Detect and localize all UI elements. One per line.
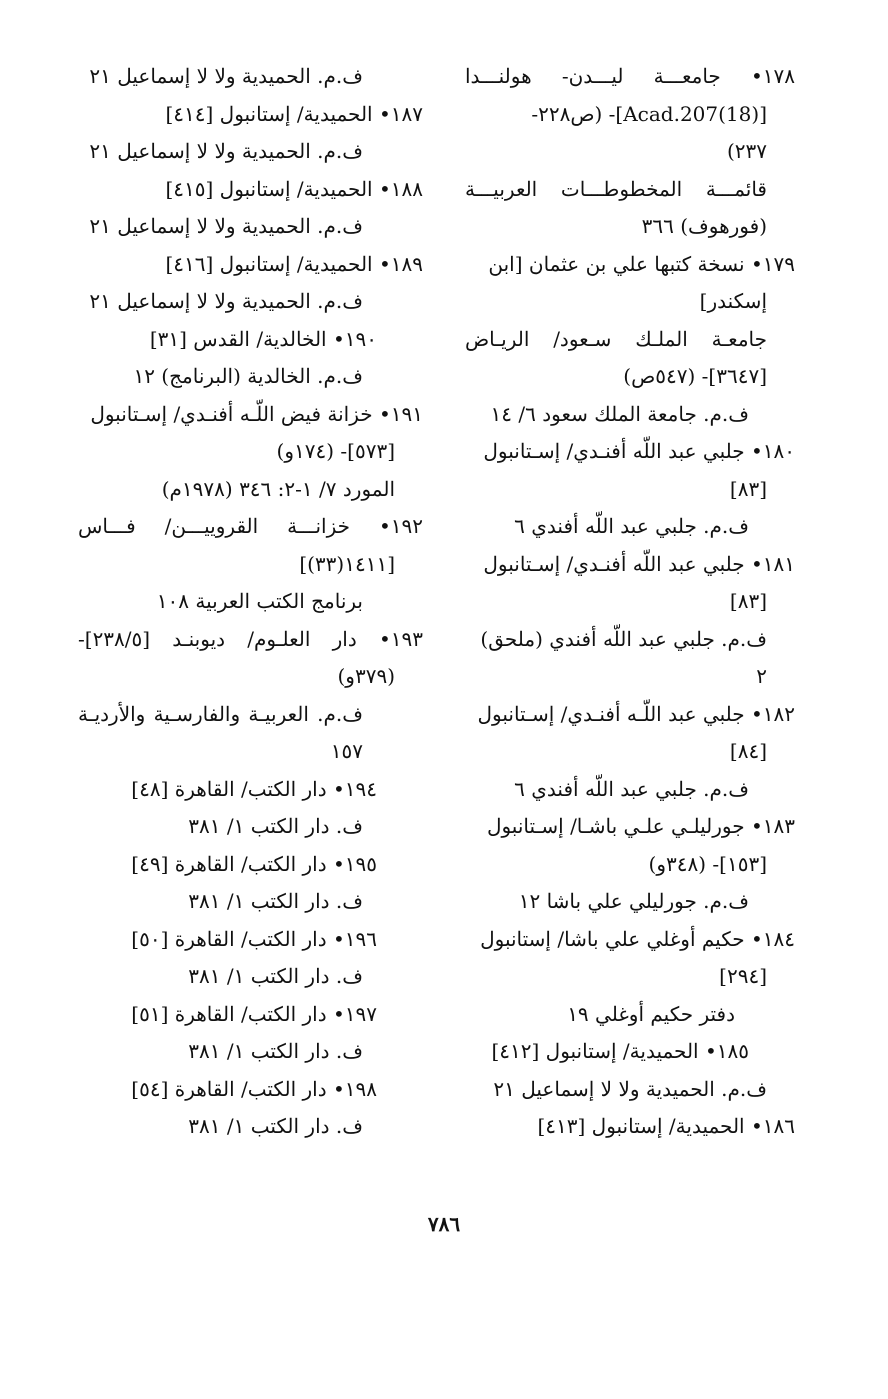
reference-line: [٣٦٤٧]- (٥٤٧ص) [623, 364, 767, 388]
catalog-entry-line: ١٨٢• جلبي عبد اللّـه أفنـدي/ إسـتانبول [477, 701, 795, 726]
reference-line: ف.م. الحميدية ولا لا إسماعيل ٢١ [89, 289, 363, 313]
catalog-entry-line: ١٩٣• دار العلـوم/ ديوبنـد [٢٣٨/٥]- [78, 626, 423, 651]
reference-line: ف.م. الحميدية ولا لا إسماعيل ٢١ [89, 64, 363, 88]
reference-line: جامعـة الملـك سـعود/ الريـاض [465, 326, 767, 351]
reference-line: ١٥٧ [330, 739, 363, 763]
reference-line: (فورهوف) ٣٦٦ [641, 214, 767, 238]
reference-line: [٨٣] [729, 589, 767, 613]
reference-line: ١٩٥• دار الكتب/ القاهرة [٤٩] [131, 851, 377, 876]
reference-line: ١٩٨• دار الكتب/ القاهرة [٥٤] [131, 1076, 377, 1101]
reference-line: ف. دار الكتب ١/ ٣٨١ [188, 889, 363, 913]
reference-line: ف. دار الكتب ١/ ٣٨١ [188, 1039, 363, 1063]
right-column [465, 58, 795, 1146]
reference-line: ف.م. جلبي عبد اللّه أفندي (ملحق) [480, 626, 767, 651]
catalog-entry-line: ١٧٨• جامعـــة ليـــدن- هولنـــدا [465, 64, 795, 88]
reference-line: ف.م. جلبي عبد اللّه أفندي ٦ [514, 776, 749, 801]
reference-line: ف.م. الخالدية (البرنامج) ١٢ [133, 364, 363, 388]
reference-line: ف.م. الحميدية ولا لا إسماعيل ٢١ [493, 1076, 767, 1101]
reference-line: [٨٤] [729, 739, 767, 763]
reference-line: ف.م. الحميدية ولا لا إسماعيل ٢١ [89, 214, 363, 238]
reference-line: [١٥٣]- (٣٤٨و) [648, 851, 767, 876]
reference-line: ف.م. جورليلي علي باشا ١٢ [518, 889, 749, 913]
reference-line: دفتر حكيم أوغلي ١٩ [567, 1001, 735, 1026]
catalog-entry-line: ١٧٩• نسخة كتبها علي بن عثمان [ابن [488, 251, 795, 276]
reference-line: ١٩٦• دار الكتب/ القاهرة [٥٠] [131, 926, 377, 951]
reference-line: ف. دار الكتب ١/ ٣٨١ [188, 814, 363, 838]
reference-line: ١٩٤• دار الكتب/ القاهرة [٤٨] [131, 776, 377, 801]
reference-line: إسكندر] [699, 289, 767, 313]
reference-line: ١٩٠• الخالدية/ القدس [٣١] [149, 326, 377, 351]
reference-line: [Acad.207(18)]- (ص٢٢٨- [531, 101, 767, 126]
catalog-entry-line: ١٨١• جلبي عبد اللّه أفنـدي/ إسـتانبول [483, 551, 795, 576]
reference-line: ف.م. الحميدية ولا لا إسماعيل ٢١ [89, 139, 363, 163]
catalog-entry-line: ١٨٩• الحميدية/ إستانبول [٤١٦] [165, 251, 423, 276]
reference-line: ١٩٧• دار الكتب/ القاهرة [٥١] [131, 1001, 377, 1026]
catalog-entry-line: ١٨٦• الحميدية/ إستانبول [٤١٣] [537, 1114, 795, 1138]
reference-line: ٢ [756, 664, 767, 688]
reference-line: ف.م. العربيـة والفارسـية والأرديـة [78, 701, 363, 726]
catalog-entry-line: ١٨٤• حكيم أوغلي علي باشا/ إستانبول [480, 926, 795, 951]
catalog-entry-line: ١٨٧• الحميدية/ إستانبول [٤١٤] [165, 101, 423, 126]
catalog-entry-line: ١٨٠• جلبي عبد اللّه أفنـدي/ إسـتانبول [483, 439, 795, 463]
reference-line: ف.م. جامعة الملك سعود ٦/ ١٤ [490, 401, 749, 426]
catalog-entry-line: ١٨٣• جورليلـي علـي باشـا/ إسـتانبول [486, 814, 795, 838]
reference-line: ف. دار الكتب ١/ ٣٨١ [188, 964, 363, 988]
catalog-entry-line: ١٨٨• الحميدية/ إستانبول [٤١٥] [165, 176, 423, 201]
reference-line: [٢٩٤] [719, 964, 767, 988]
reference-line: برنامج الكتب العربية ١٠٨ [156, 589, 363, 613]
reference-line: [١٤١١(٣٣)] [299, 551, 395, 576]
reference-line: المورد ٧/ ١-٢: ٣٤٦ (١٩٧٨م) [161, 476, 395, 501]
catalog-entry-line: ١٩٢• خزانـــة القروييـــن/ فـــاس [78, 514, 423, 538]
reference-line: ف.م. جلبي عبد اللّه أفندي ٦ [514, 514, 749, 538]
reference-line: قائمـــة المخطوطـــات العربيـــة [465, 176, 767, 201]
reference-line: ١٨٥• الحميدية/ إستانبول [٤١٢] [491, 1039, 749, 1063]
left-column [78, 58, 423, 1146]
reference-line: ٢٣٧) [726, 139, 767, 163]
reference-line: (٣٧٩و) [337, 664, 395, 688]
page-number: ٧٨٦ [427, 1212, 461, 1236]
reference-line: ف. دار الكتب ١/ ٣٨١ [188, 1114, 363, 1138]
reference-line: [٥٧٣]- (١٧٤و) [276, 439, 395, 463]
catalog-entry-line: ١٩١• خزانة فيض اللّـه أفنـدي/ إسـتانبول [90, 401, 423, 426]
reference-line: [٨٣] [729, 476, 767, 501]
